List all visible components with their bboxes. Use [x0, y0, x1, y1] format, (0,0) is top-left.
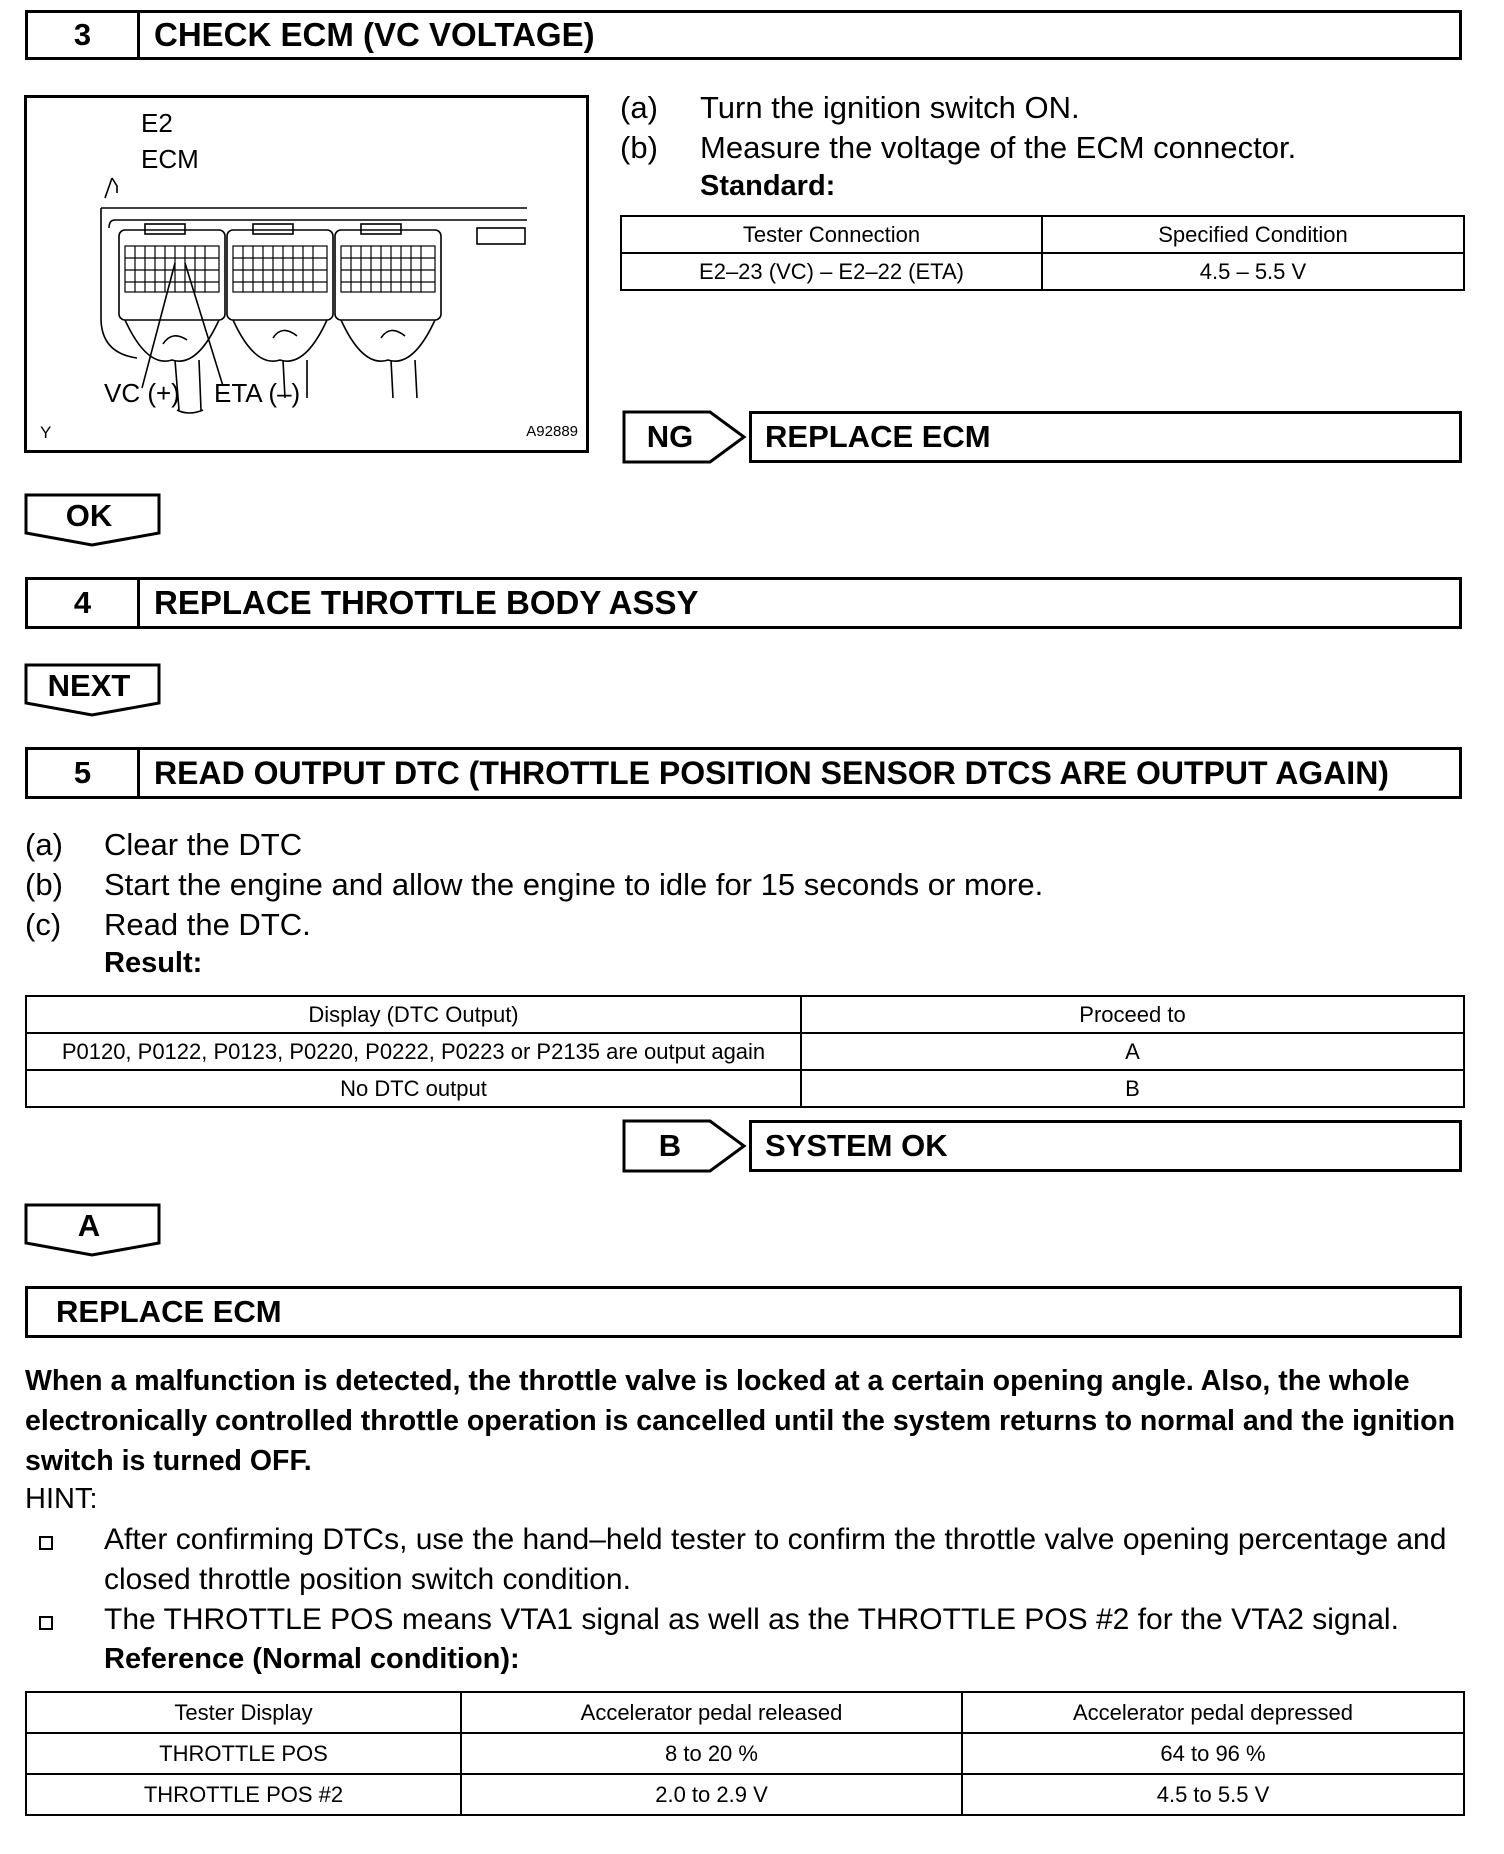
table-cell: 64 to 96 % — [962, 1733, 1464, 1774]
replace-ecm-text: REPLACE ECM — [56, 1294, 282, 1329]
b-result-box — [749, 1120, 1462, 1172]
table-cell: P0120, P0122, P0123, P0220, P0222, P0223 or P2135 are output again — [26, 1033, 801, 1070]
malfunction-paragraph: When a malfunction is detected, the throttle valve is locked at a certain opening angle. Also, the whole electronically controlled throttle operation is cancelled until the system returns to normal and the ignition switch is turned OFF. — [25, 1365, 1455, 1477]
table-cell: B — [801, 1070, 1464, 1107]
table-cell: 4.5 – 5.5 V — [1042, 253, 1464, 290]
bullet-square-icon — [39, 1616, 53, 1630]
step5-item-c-label: (c) — [25, 907, 62, 942]
ng-label: NG — [646, 419, 694, 454]
table-row — [26, 1733, 1464, 1774]
result-label: Result: — [104, 947, 203, 979]
standard-label: Standard: — [700, 170, 836, 202]
table-header-cell: Accelerator pedal depressed — [962, 1692, 1464, 1733]
ecm-connector-figure — [24, 95, 589, 453]
step5-item-a-text: Clear the DTC — [104, 827, 303, 862]
result-table — [25, 995, 1465, 1108]
replace-ecm-bar — [25, 1286, 1462, 1338]
step-number: 5 — [28, 750, 140, 796]
step-number: 4 — [28, 580, 140, 626]
table-row — [621, 253, 1464, 290]
table-header-cell: Proceed to — [801, 996, 1464, 1033]
table-header-cell: Display (DTC Output) — [26, 996, 801, 1033]
hint-label: HINT: — [25, 1483, 98, 1515]
step-4-header — [25, 577, 1462, 629]
table-row — [26, 996, 1464, 1033]
table-cell: THROTTLE POS — [26, 1733, 461, 1774]
table-cell: THROTTLE POS #2 — [26, 1774, 461, 1815]
reference-label: Reference (Normal condition): — [104, 1643, 520, 1675]
step-3-header — [25, 10, 1462, 60]
table-header-cell: Tester Display — [26, 1692, 461, 1733]
ng-result-box — [749, 411, 1462, 463]
b-result-text: SYSTEM OK — [765, 1128, 948, 1163]
step5-item-b-text: Start the engine and allow the engine to idle for 15 seconds or more. — [104, 867, 1044, 902]
table-header-cell: Accelerator pedal released — [461, 1692, 962, 1733]
step3-item-a-label: (a) — [620, 90, 658, 125]
step5-item-c-text: Read the DTC. — [104, 907, 311, 942]
next-label: NEXT — [47, 668, 131, 703]
label-vc: VC (+) — [104, 378, 180, 408]
table-header-cell: Specified Condition — [1042, 216, 1464, 253]
table-header-cell: Tester Connection — [621, 216, 1042, 253]
label-eta: ETA (–) — [214, 378, 301, 408]
figure-corner-label: Y — [40, 423, 52, 442]
table-row — [26, 1774, 1464, 1815]
step-5-header — [25, 747, 1462, 799]
table-cell: 8 to 20 % — [461, 1733, 962, 1774]
label-ecm: ECM — [141, 144, 199, 174]
step3-item-a-text: Turn the ignition switch ON. — [700, 90, 1080, 125]
label-e2: E2 — [141, 108, 173, 138]
table-row — [26, 1692, 1464, 1733]
b-label: B — [658, 1128, 682, 1163]
table-cell: 2.0 to 2.9 V — [461, 1774, 962, 1815]
hint-1-line2: closed throttle position switch condition. — [104, 1563, 631, 1596]
step-title: CHECK ECM (VC VOLTAGE) — [154, 16, 595, 53]
step3-item-b-label: (b) — [620, 130, 658, 165]
step5-item-b-label: (b) — [25, 867, 63, 902]
hint-1-line1: After confirming DTCs, use the hand–held tester to confirm the throttle valve opening percentage and — [104, 1523, 1447, 1556]
hint-2-line1: The THROTTLE POS means VTA1 signal as well as the THROTTLE POS #2 for the VTA2 signal. — [104, 1603, 1399, 1636]
table-row — [26, 1033, 1464, 1070]
step5-item-a-label: (a) — [25, 827, 63, 862]
a-label: A — [77, 1208, 101, 1243]
table-cell: 4.5 to 5.5 V — [962, 1774, 1464, 1815]
ng-result-text: REPLACE ECM — [765, 419, 991, 454]
table-cell: E2–23 (VC) – E2–22 (ETA) — [621, 253, 1042, 290]
bullet-square-icon — [39, 1536, 53, 1550]
step3-item-b-text: Measure the voltage of the ECM connector. — [700, 130, 1297, 165]
ok-label: OK — [65, 498, 113, 533]
standard-table — [620, 215, 1465, 291]
step-number: 3 — [28, 13, 140, 57]
step-title: REPLACE THROTTLE BODY ASSY — [154, 584, 699, 621]
table-cell: No DTC output — [26, 1070, 801, 1107]
table-row — [621, 216, 1464, 253]
reference-table — [25, 1691, 1465, 1816]
step-title: READ OUTPUT DTC (THROTTLE POSITION SENSOR DTCS ARE OUTPUT AGAIN) — [154, 754, 1389, 791]
figure-id: A92889 — [526, 423, 578, 440]
table-row — [26, 1070, 1464, 1107]
table-cell: A — [801, 1033, 1464, 1070]
